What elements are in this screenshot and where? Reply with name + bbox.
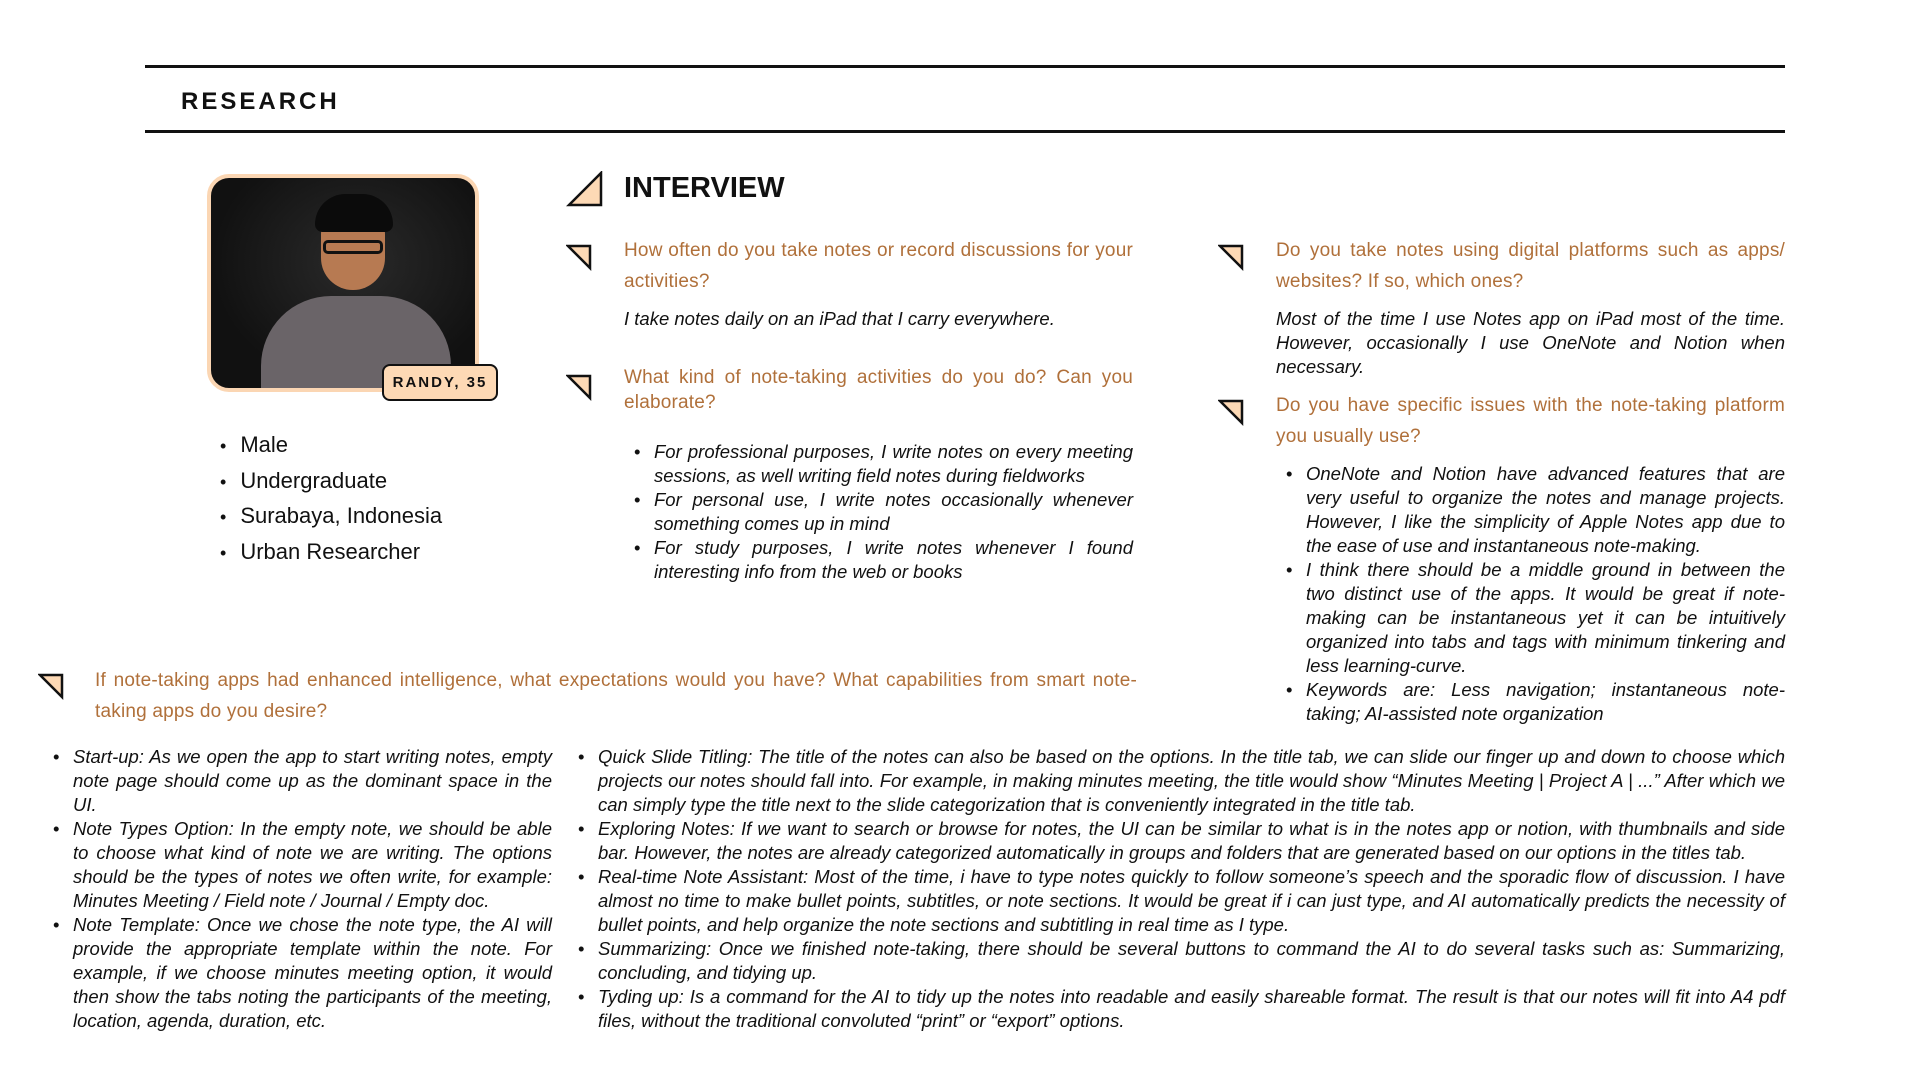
persona-name-badge: RANDY, 35 — [382, 364, 498, 401]
detail-gender: • Male — [220, 428, 442, 464]
question-marker-icon — [1218, 399, 1246, 427]
question-marker-icon — [1218, 244, 1246, 272]
detail-education: • Undergraduate — [220, 464, 442, 500]
list-item: • Tyding up: Is a command for the AI to tidy up the notes into readable and easily shareable format. The result is that our notes will fit into A4 pdf files, without the traditional convoluted “print” or “export” options. — [578, 985, 1785, 1033]
interview-triangle-icon — [566, 171, 604, 207]
list-item: • For professional purposes, I write notes on every meeting sessions, as well writing field notes during fieldworks — [634, 440, 1133, 488]
question-4: Do you have specific issues with the note-taking platform you usually use? — [1276, 395, 1785, 447]
persona-details — [220, 428, 442, 570]
list-item: • Keywords are: Less navigation; instantaneous note-taking; AI-assisted note organization — [1286, 678, 1785, 726]
question-1: How often do you take notes or record discussions for your activities? — [624, 240, 1133, 292]
question-3: Do you take notes using digital platforms such as apps/ websites? If so, which ones? — [1276, 240, 1785, 292]
interview-title: INTERVIEW — [624, 172, 785, 204]
list-item: • Note Types Option: In the empty note, we should be able to choose what kind of note we are writing. The options should be the types of notes we often write, for example: Minutes Meeting / Field note / Journal / Empty doc. — [53, 817, 552, 913]
question-5: If note-taking apps had enhanced intelligence, what expectations would you have? What capabilities from smart note-taking apps do you desire? — [95, 670, 1137, 722]
list-item: • For study purposes, I write notes whenever I found interesting info from the web or books — [634, 536, 1133, 584]
answer-2-list — [634, 440, 1133, 584]
question-marker-icon — [566, 374, 594, 402]
list-item: • OneNote and Notion have advanced features that are very useful to organize the notes and manage projects. However, I like the simplicity of Apple Notes app due to the ease of use and instantaneous note-making. — [1286, 462, 1785, 558]
list-item: • I think there should be a middle ground in between the two distinct use of the apps. It would be great if note-making can be instantaneous yet it can be intuitively organized into tabs and tags with minimum tinkering and less learning-curve. — [1286, 558, 1785, 678]
list-item: • Exploring Notes: If we want to search or browse for notes, the UI can be similar to what is in the notes app or notion, with thumbnails and side bar. However, the notes are already categorized automatically in groups and folders that are generated based on our options in the titles tab. — [578, 817, 1785, 865]
question-marker-icon — [38, 673, 66, 701]
top-rule — [145, 65, 1785, 68]
answer-4-list — [1286, 462, 1785, 726]
question-2: What kind of note-taking activities do you do? Can you elaborate? — [624, 367, 1133, 413]
persona-photo — [207, 174, 479, 392]
list-item: • Note Template: Once we chose the note type, the AI will provide the appropriate template within the note. For example, if we choose minutes meeting option, it would then show the tabs noting the participants of the meeting, location, agenda, duration, etc. — [53, 913, 552, 1033]
question-marker-icon — [566, 244, 594, 272]
detail-location: • Surabaya, Indonesia — [220, 499, 442, 535]
list-item: • Real-time Note Assistant: Most of the time, i have to type notes quickly to follow someone’s speech and the sporadic flow of discussion. I have almost no time to make bullet points, subtitles, or note sections. It would be great if i can just type, and AI automatically predicts the necessity of bullet points, and help organize the note sections and subtitling in real time as I type. — [578, 865, 1785, 937]
section-title: RESEARCH — [181, 88, 340, 115]
detail-occupation: • Urban Researcher — [220, 535, 442, 571]
list-item: • Summarizing: Once we finished note-taking, there should be several buttons to command the AI to do several tasks such as: Summarizing, concluding, and tidying up. — [578, 937, 1785, 985]
header-rule — [145, 130, 1785, 133]
list-item: • For personal use, I write notes occasionally whenever something comes up in mind — [634, 488, 1133, 536]
answer-5-right-list — [578, 745, 1785, 1033]
list-item: • Quick Slide Titling: The title of the notes can also be based on the options. In the title tab, we can slide our finger up and down to choose which projects our notes should fall into. For example, in making minutes meeting, the title would show “Minutes Meeting | Project A | ...” After which we can simply type the title next to the slide categorization that is conveniently integrated in the title tab. — [578, 745, 1785, 817]
list-item: • Start-up: As we open the app to start writing notes, empty note page should come up as the dominant space in the UI. — [53, 745, 552, 817]
answer-1: I take notes daily on an iPad that I carry everywhere. — [624, 308, 1055, 329]
answer-3: Most of the time I use Notes app on iPad most of the time. However, occasionally I use OneNote and Notion when necessary. — [1276, 308, 1785, 377]
answer-5-left-list — [53, 745, 552, 1033]
